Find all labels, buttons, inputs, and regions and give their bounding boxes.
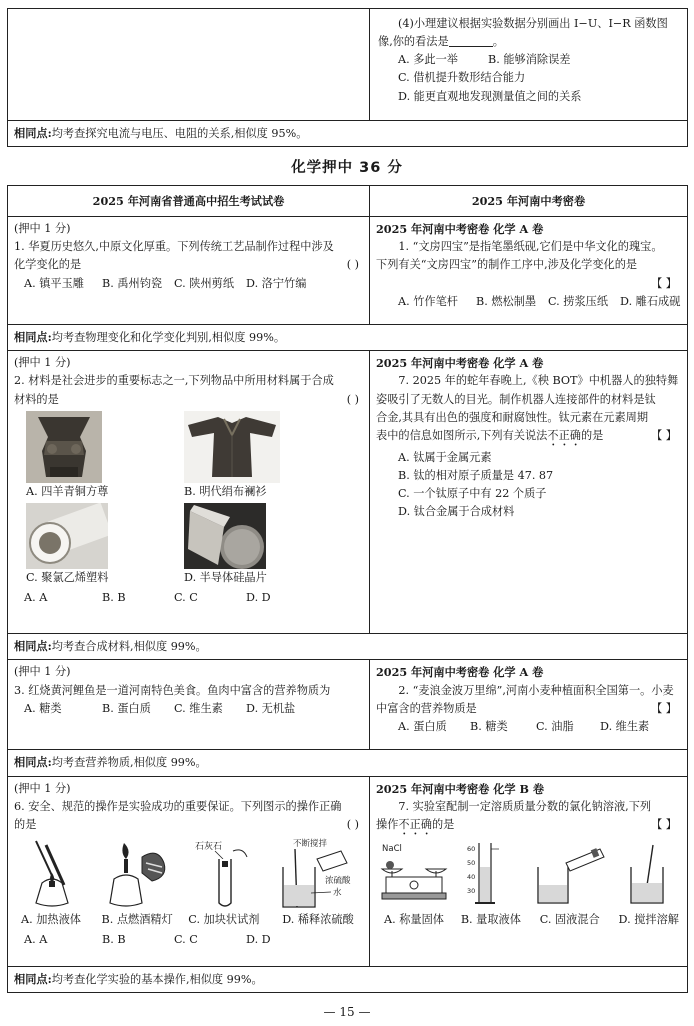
q3-left-cell [8,660,370,750]
header-left: 2025 年河南省普通高中招生考试试卷 [8,186,370,217]
chem-table [7,185,688,993]
silk-robe-image [184,411,280,483]
q6-lab-figures [14,837,363,929]
q3-right-line2: 中富含的营养物质是 【 】 [376,701,677,715]
q2-tag: (押中 1 分) [14,356,71,370]
q6-right-fig-b: 60 50 40 30 B. 量取液体 [461,841,521,929]
q1-right-options: A. 竹作笔杆 B. 燃松制墨 C. 捞浆压纸 D. 雕石成砚 [398,294,681,308]
q3-right-line1: 2. “麦浪金波万里绵”,河南小麦种植面积全国第一。小麦 [398,683,674,697]
cyl-tick-60: 60 [466,844,476,853]
q6-left-cell [8,776,370,966]
q3-right-title: 2025 年河南中考密卷 化学 A 卷 [376,665,544,680]
q6-fig-b: B. 点燃酒精灯 [102,837,173,929]
q6-fig-d: 不断搅拌 浓硫酸 水 D. 稀释浓硫酸 [275,837,361,929]
q4-line1: (4)小理建议根据实验数据分别画出 I−U、I−R 函数图 [398,17,668,30]
top-right-cell [370,9,688,121]
q1-line1: 1. 华夏历史悠久,中原文化厚重。下列传统工艺品制作过程中涉及 [14,240,334,254]
water-label: 水 [333,887,342,898]
q2-left-cell [8,351,370,634]
answer-blank [449,35,493,47]
q6-right-fig-a: NaCl A. 称量固体 [378,841,450,929]
q2-right-line1: 7. 2025 年的蛇年春晚上,《秧 BOT》中机器人的独特舞 [398,374,679,388]
q3-tag: (押中 1 分) [14,665,71,679]
q2-right-line3: 合金,其具有出色的强度和耐腐蚀性。钛元素在元素周期 [376,410,649,424]
q6-fig-c: 石灰石 C. 加块状试剂 [188,837,259,929]
q1-right-cell [370,217,688,325]
dilute-acid-figure [275,837,361,911]
q1-similar-row: 相同点:均考查物理变化和化学变化判别,相似度 99%。 [8,325,688,351]
q2-right-title: 2025 年河南中考密卷 化学 A 卷 [376,356,544,371]
stone-label: 石灰石 [194,841,222,852]
q2-image-grid [26,411,363,587]
q6-right-cell [370,776,688,966]
q3-right-cell [370,660,688,750]
q2-right-opt-b: B. 钛的相对原子质量是 47. 87 [398,468,554,482]
q4-opt-d: D. 能更直观地发现测量值之间的关系 [398,89,582,103]
q2-image-b: B. 明代绢布襕衫 [184,411,314,501]
q1-tag: (押中 1 分) [14,222,71,236]
q2-options: A. A B. B C. C D. D [24,590,271,604]
mixing-figure [532,841,608,911]
silicon-wafer-image [184,503,266,569]
q3-right-options: A. 蛋白质 B. 糖类 C. 油脂 D. 维生素 [398,719,650,733]
q2-right-line2: 姿吸引了无数人的目光。制作机器人连接部件的材料是钛 [376,392,656,406]
q6-options: A. A B. B C. C D. D [24,933,271,947]
q2-line1: 2. 材料是社会进步的重要标志之一,下列物品中所用材料属于合成 [14,374,334,388]
q6-similar-row: 相同点:均考查化学实验的基本操作,相似度 99%。 [8,966,688,992]
q6-right-fig-d: D. 搅拌溶解 [619,841,679,929]
pvc-pipe-image [26,503,108,569]
q1-right-bracket: 【 】 [651,276,677,290]
q2-right-cell [370,351,688,634]
stirring-figure [623,841,675,911]
q4-opt-c: C. 借机提升数形结合能力 [398,71,526,85]
q2-image-d: D. 半导体硅晶片 [184,503,314,587]
q6-right-line1: 7. 实验室配制一定溶质质量分数的氯化钠溶液,下列 [398,799,652,813]
q2-image-c: C. 聚氯乙烯塑料 [26,503,156,587]
q6-line1: 6. 安全、规范的操作是实验成功的重要保证。下列图示的操作正确 [14,799,342,813]
cyl-tick-30: 30 [466,886,476,895]
q2-right-opt-c: C. 一个钛原子中有 22 个质子 [398,487,547,501]
graduated-cylinder-figure [465,841,517,911]
lamp-lighting-figure [102,837,172,911]
q1-right-line1: 1. “文房四宝”是指笔墨纸砚,它们是中华文化的瑰宝。 [398,240,663,254]
q2-right-line4: 表中的信息如图所示,下列有关说法不正确的是 【 】 [376,428,677,442]
q2-similar-row: 相同点:均考查合成材料,相似度 99%。 [8,634,688,660]
q3-line1: 3. 红烧黄河鲤鱼是一道河南特色美食。鱼肉中富含的营养物质为 [14,683,331,697]
top-table [7,8,688,147]
header-right: 2025 年河南中考密卷 [370,186,688,217]
block-reagent-figure [189,837,259,911]
q6-fig-a: A. 加热液体 [16,837,86,929]
q6-right-fig-c: C. 固液混合 [532,841,608,929]
page-number: — 15 — [323,1005,371,1019]
q6-right-line2: 操作不正确的是 【 】 [376,817,677,831]
q2-image-a: A. 四羊青铜方尊 [26,411,156,501]
bronze-zun-image [26,411,102,483]
stir-label: 不断搅拌 [293,838,328,849]
heating-liquid-figure [16,837,86,911]
q1-options: A. 镇平玉雕 B. 禹州钧瓷 C. 陕州剪纸 D. 洛宁竹编 [24,276,307,290]
q1-right-line2: 下列有关“文房四宝”的制作工序中,涉及化学变化的是 [376,258,638,272]
cyl-tick-50: 50 [466,858,476,867]
q2-right-opt-d: D. 钛合金属于合成材料 [398,505,515,519]
q1-right-title: 2025 年河南中考密卷 化学 A 卷 [376,222,544,237]
q6-line2: 的是 ( ) [14,817,359,831]
q4-line2: 像,你的看法是 。 [378,35,504,49]
cyl-tick-40: 40 [466,872,476,881]
q6-right-figures [376,841,681,929]
nacl-label: NaCl [382,843,402,854]
q6-right-title: 2025 年河南中考密卷 化学 B 卷 [376,781,545,796]
q6-tag: (押中 1 分) [14,781,71,795]
q2-right-opt-a: A. 钛属于金属元素 [398,450,492,464]
q1-left-cell [8,217,370,325]
top-similar-row: 相同点:均考查探究电流与电压、电阻的关系,相似度 95%。 [8,121,688,147]
acid-label: 浓硫酸 [325,875,351,886]
q3-options: A. 糖类 B. 蛋白质 C. 维生素 D. 无机盐 [24,701,296,715]
q1-line2: 化学变化的是 ( ) [14,258,359,272]
q2-line2: 材料的是 ( ) [14,392,359,406]
q4-opts-ab: A. 多此一举 B. 能够消除误差 [398,53,571,67]
balance-figure [378,841,450,911]
q3-similar-row: 相同点:均考查营养物质,相似度 99%。 [8,750,688,776]
top-left-empty-cell [8,9,370,121]
section-title: 化学押中 36 分 [291,160,403,176]
